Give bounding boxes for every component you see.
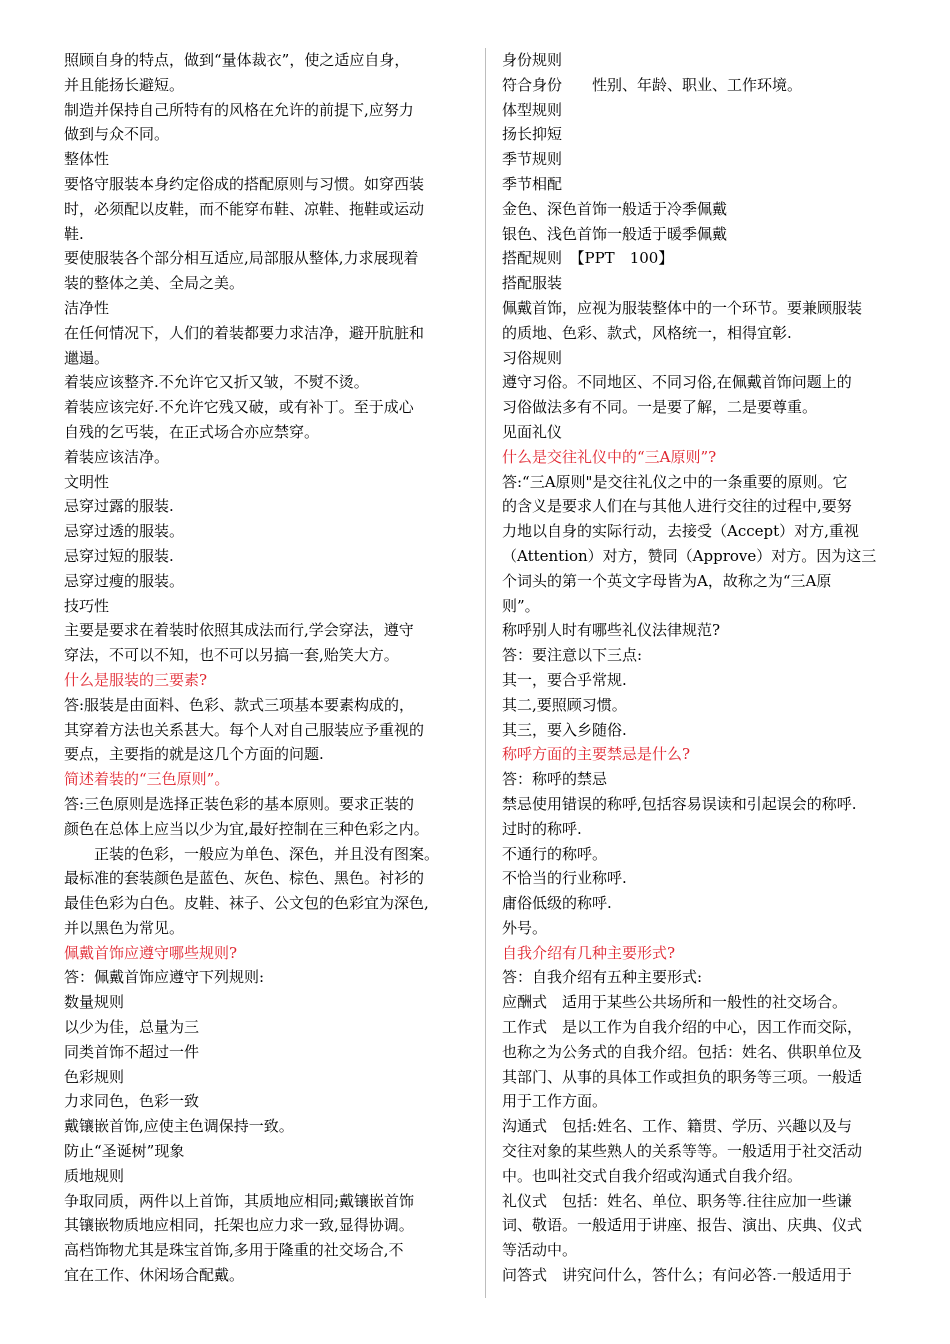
text-line: 答：自我介绍有五种主要形式: — [502, 968, 703, 987]
text-line: 制造并保持自己所特有的风格在允许的前提下,应努力 — [64, 100, 414, 119]
text-line: 高档饰物尤其是珠宝首饰,多用于隆重的社交场合,不 — [64, 1241, 404, 1260]
question-heading: 什么是服装的三要素? — [64, 670, 208, 689]
text-line: 忌穿过瘦的服装。 — [64, 571, 185, 590]
text-line: 的含义是要求人们在与其他人进行交往的过程中,要努 — [502, 497, 852, 516]
text-line: 金色、深色首饰一般适于冷季佩戴 — [502, 199, 728, 218]
text-line: 其二,要照顾习惯。 — [502, 695, 627, 714]
text-line: 洁净性 — [64, 298, 110, 317]
text-line: 见面礼仪 — [502, 422, 563, 441]
text-line: 中。也叫社交式自我介绍或沟通式自我介绍。 — [502, 1166, 803, 1185]
text-line: 正装的色彩，一般应为单色、深色，并且没有图案。 — [94, 844, 440, 863]
text-line: 数量规则 — [64, 993, 125, 1012]
text-line: 着装应该整齐.不允许它又折又皱，不熨不烫。 — [64, 373, 369, 392]
text-line: 词、敬语。一般适用于讲座、报告、演出、庆典、仪式 — [502, 1216, 863, 1235]
text-line: 鞋. — [64, 224, 84, 243]
text-line: 则”。 — [502, 596, 540, 615]
text-line: 自残的乞丐装，在正式场合亦应禁穿。 — [64, 422, 320, 441]
text-line: 以少为佳，总量为三 — [64, 1018, 200, 1037]
text-line: 季节规则 — [502, 150, 563, 169]
text-line: 照顾自身的特点，做到“量体裁衣”，使之适应自身， — [64, 51, 410, 69]
text-line: 最标准的套装颜色是蓝色、灰色、棕色、黑色。衬衫的 — [64, 869, 425, 888]
text-line: 沟通式 包括:姓名、工作、籍贯、学历、兴趣以及与 — [502, 1117, 853, 1136]
text-line: 要使服装各个部分相互适应,局部服从整体,力求展现着 — [64, 249, 419, 268]
question-heading: 佩戴首饰应遵守哪些规则? — [64, 943, 238, 962]
text-line: 答:服装是由面料、色彩、款式三项基本要素构成的， — [64, 695, 415, 714]
text-line: 庸俗低级的称呼. — [502, 894, 612, 913]
text-line: 整体性 — [64, 150, 110, 169]
text-line: 穿法，不可以不知，也不可以另搞一套,贻笑大方。 — [64, 646, 399, 665]
text-line: 同类首饰不超过一件 — [64, 1042, 200, 1061]
text-line: 主要是要求在着装时依照其成法而行,学会穿法，遵守 — [64, 621, 414, 640]
question-heading: 称呼方面的主要禁忌是什么? — [502, 745, 691, 764]
text-line: 也称之为公务式的自我介绍。包括：姓名、供职单位及 — [502, 1042, 863, 1061]
text-line: 忌穿过露的服装. — [64, 497, 174, 516]
text-line: 季节相配 — [502, 174, 563, 193]
text-line: 称呼别人时有哪些礼仪法律规范? — [502, 621, 721, 640]
text-line: 搭配服装 — [502, 274, 563, 293]
text-line: 在任何情况下，人们的着装都要力求洁净，避开肮脏和 — [64, 323, 425, 342]
text-line: 工作式 是以工作为自我介绍的中心，因工作而交际， — [502, 1018, 863, 1037]
column-divider — [485, 48, 486, 1298]
text-line: 要恪守服装本身约定俗成的搭配原则与习惯。如穿西装 — [64, 174, 425, 193]
text-line: 并且能扬长避短。 — [64, 75, 185, 94]
text-line: 遵守习俗。不同地区、不同习俗,在佩戴首饰问题上的 — [502, 373, 852, 392]
text-line: 不通行的称呼。 — [502, 844, 608, 863]
text-line: 要点，主要指的就是这几个方面的问题. — [64, 745, 324, 764]
text-line: 颜色在总体上应当以少为宜,最好控制在三种色彩之内。 — [64, 819, 429, 838]
text-line: 的质地、色彩、款式，风格统一，相得宜彰. — [502, 323, 792, 342]
text-line: 交往对象的某些熟人的关系等等。一般适用于社交活动 — [502, 1142, 863, 1161]
text-line: 答：佩戴首饰应遵守下列规则: — [64, 968, 265, 987]
text-line: 其穿着方法也关系甚大。每个人对自己服装应予重视的 — [64, 720, 425, 739]
text-line: 防止“圣诞树”现象 — [64, 1142, 185, 1161]
text-line: 银色、浅色首饰一般适于暖季佩戴 — [502, 224, 728, 243]
text-line: （Attention）对方，赞同（Approve）对方。因为这三 — [502, 546, 877, 565]
question-heading: 什么是交往礼仪中的“三A原则”? — [502, 447, 717, 466]
text-line: 用于工作方面。 — [502, 1092, 608, 1111]
text-line: 答:三色原则是选择正装色彩的基本原则。要求正装的 — [64, 794, 415, 813]
text-line: 忌穿过短的服装. — [64, 546, 174, 565]
right-column — [502, 48, 910, 1288]
text-line: 答：要注意以下三点: — [502, 646, 643, 665]
text-line: 等活动中。 — [502, 1241, 578, 1260]
text-line: 其一，要合乎常规. — [502, 670, 627, 689]
text-line: 扬长抑短 — [502, 125, 563, 144]
left-column — [64, 48, 470, 1288]
text-line: 答：称呼的禁忌 — [502, 770, 608, 789]
text-line: 个词头的第一个英文字母皆为A，故称之为“三A原 — [502, 571, 832, 590]
text-line: 礼仪式 包括：姓名、单位、职务等.往往应加一些谦 — [502, 1191, 852, 1210]
text-line: 答:“三A原则"是交往礼仪之中的一条重要的原则。它 — [502, 472, 848, 491]
text-line: 邋遢。 — [64, 348, 110, 367]
question-heading: 简述着装的“三色原则”。 — [64, 770, 230, 789]
text-line: 应酬式 适用于某些公共场所和一般性的社交场合。 — [502, 993, 848, 1012]
text-line: 装的整体之美、全局之美。 — [64, 274, 245, 293]
text-line: 最佳色彩为白色。皮鞋、袜子、公文包的色彩宜为深色, — [64, 894, 429, 913]
text-line: 着装应该完好.不允许它残又破，或有补丁。至于成心 — [64, 398, 414, 417]
text-line: 争取同质，两件以上首饰，其质地应相同;戴镶嵌首饰 — [64, 1191, 415, 1210]
question-heading: 自我介绍有几种主要形式? — [502, 943, 676, 962]
text-line: 问答式 讲究问什么，答什么；有问必答.一般适用于 — [502, 1266, 852, 1285]
text-line: 宜在工作、休闲场合配戴。 — [64, 1266, 245, 1285]
text-line: 其部门、从事的具体工作或担负的职务等三项。一般适 — [502, 1067, 863, 1086]
text-line: 忌穿过透的服装。 — [64, 522, 185, 541]
text-line: 外号。 — [502, 918, 548, 937]
text-line: 戴镶嵌首饰,应使主色调保持一致。 — [64, 1117, 294, 1136]
text-line: 过时的称呼. — [502, 819, 582, 838]
text-line: 禁忌使用错误的称呼,包括容易误读和引起误会的称呼. — [502, 794, 857, 813]
text-line: 其三，要入乡随俗. — [502, 720, 627, 739]
text-line: 力求同色，色彩一致 — [64, 1092, 200, 1111]
text-line: 习俗做法多有不同。一是要了解，二是要尊重。 — [502, 398, 818, 417]
text-line: 色彩规则 — [64, 1067, 125, 1086]
text-line: 身份规则 — [502, 51, 563, 69]
text-line: 习俗规则 — [502, 348, 563, 367]
text-line: 体型规则 — [502, 100, 563, 119]
text-line: 技巧性 — [64, 596, 110, 615]
text-line: 搭配规则 【PPT 100】 — [502, 249, 674, 268]
text-line: 做到与众不同。 — [64, 125, 170, 144]
text-line: 力地以自身的实际行动，去接受（Accept）对方,重视 — [502, 522, 859, 541]
text-line: 并以黑色为常见。 — [64, 918, 185, 937]
text-line: 质地规则 — [64, 1166, 125, 1185]
text-line: 文明性 — [64, 472, 110, 491]
text-line: 着装应该洁净。 — [64, 447, 170, 466]
text-line: 佩戴首饰，应视为服装整体中的一个环节。要兼顾服装 — [502, 298, 863, 317]
text-line: 其镶嵌物质地应相同，托架也应力求一致,显得协调。 — [64, 1216, 414, 1235]
text-line: 符合身份 性别、年龄、职业、工作环境。 — [502, 75, 803, 94]
text-line: 不恰当的行业称呼. — [502, 869, 627, 888]
text-line: 时，必须配以皮鞋，而不能穿布鞋、凉鞋、拖鞋或运动 — [64, 199, 425, 218]
